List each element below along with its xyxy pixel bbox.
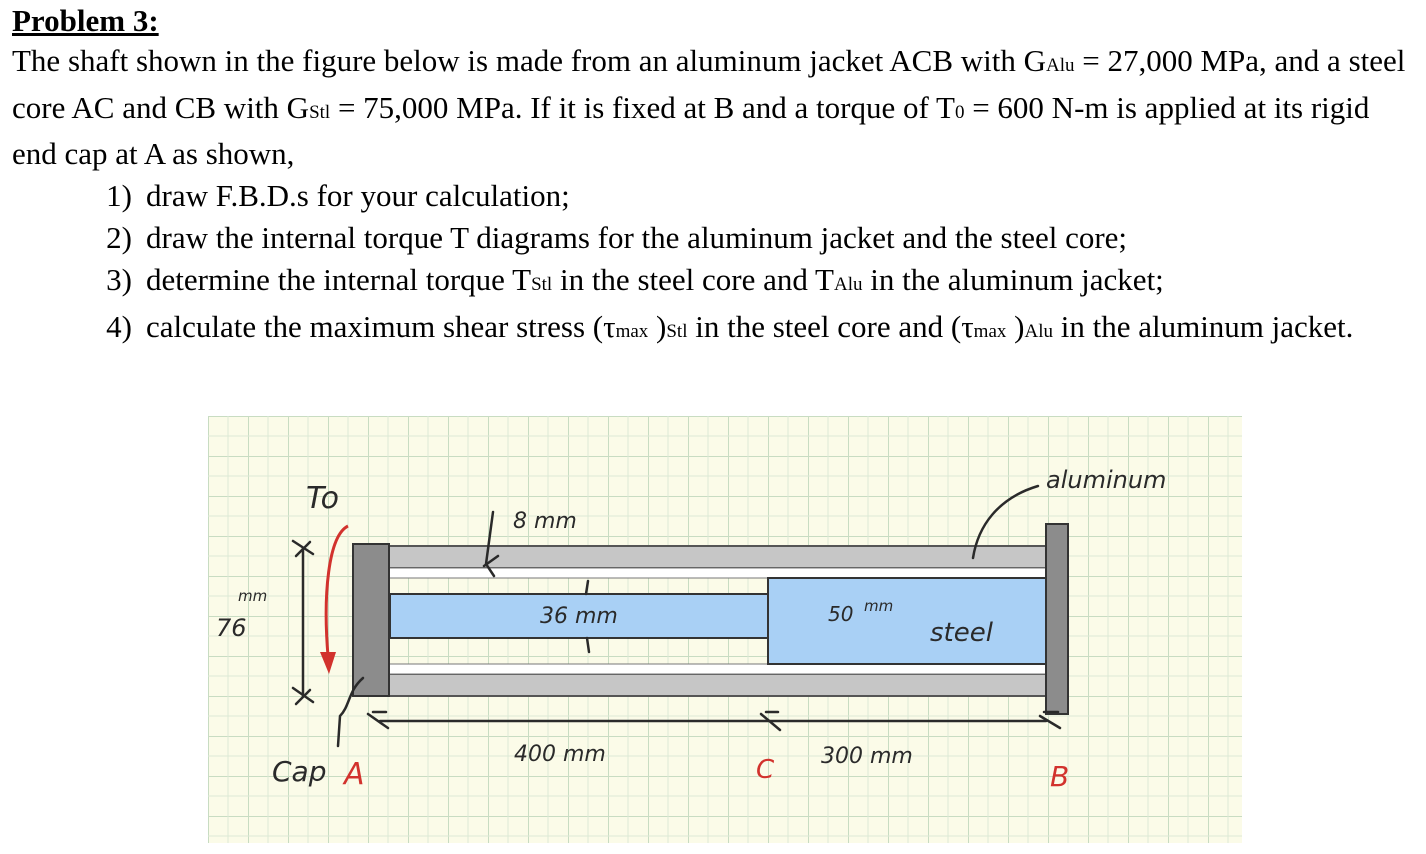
- task-number: 2): [106, 219, 132, 255]
- g-alu-subscript: Alu: [1046, 55, 1075, 76]
- task-number: 4): [106, 308, 132, 344]
- stl-subscript: Stl: [666, 320, 688, 342]
- fixed-support-b: [1046, 524, 1068, 714]
- intro-part-2: = 27,000 MPa, and a steel core AC and CB with G: [12, 43, 1406, 125]
- task-item: [12, 217, 1417, 259]
- task-list: [12, 175, 1417, 353]
- label-outer-diameter-unit: mm: [238, 587, 268, 605]
- task-3-part-a: determine the internal torque T: [146, 261, 532, 297]
- problem-heading: Problem 3:: [12, 3, 159, 38]
- max-subscript: max: [973, 320, 1007, 342]
- label-steel: steel: [930, 618, 993, 648]
- task-text: [146, 259, 1417, 306]
- max-subscript: max: [615, 320, 649, 342]
- intro-part-3: = 75,000 MPa. If it is fixed at B and a torque of T: [330, 89, 955, 125]
- label-core-cb-unit: mm: [864, 597, 894, 615]
- task-3-part-c: in the aluminum jacket;: [862, 261, 1164, 297]
- label-point-a: A: [344, 757, 365, 792]
- label-length-cb: 300 mm: [821, 744, 913, 769]
- shaft-drawing: [208, 416, 1242, 843]
- jacket-gap-bottom: [388, 664, 1050, 674]
- label-point-c: C: [756, 755, 775, 785]
- label-length-ac: 400 mm: [514, 742, 606, 767]
- task-4-part-a: calculate the maximum shear stress (: [146, 308, 604, 344]
- shaft-figure: [208, 416, 1242, 843]
- steel-core-cb: [768, 578, 1050, 664]
- alu-subscript: Alu: [1024, 320, 1053, 342]
- task-text: [146, 306, 1417, 353]
- task-number: 1): [106, 177, 132, 213]
- label-jacket-thickness: 8 mm: [513, 509, 577, 534]
- intro-part-1: The shaft shown in the figure below is made from an aluminum jacket ACB with G: [12, 43, 1046, 78]
- task-3-part-b: in the steel core and T: [552, 261, 834, 297]
- task-text: draw F.B.D.s for your calculation;: [146, 177, 570, 213]
- task-4-part-e: in the aluminum jacket.: [1052, 308, 1354, 344]
- intro-part-4: = 600 N-m is applied at its rigid end cap at A as shown,: [12, 89, 1370, 171]
- label-aluminum: aluminum: [1046, 466, 1167, 494]
- label-point-b: B: [1050, 760, 1070, 793]
- jacket-bottom-wall: [388, 674, 1050, 696]
- label-torque: To: [306, 481, 339, 516]
- task-item: [12, 259, 1417, 306]
- task-item: [12, 306, 1417, 353]
- tau-symbol: τ: [603, 308, 616, 344]
- task-text: draw the internal torque T diagrams for the aluminum jacket and the steel core;: [146, 219, 1128, 255]
- alu-subscript: Alu: [833, 273, 863, 295]
- task-item: [12, 175, 1417, 217]
- jacket-gap-top: [388, 568, 1050, 578]
- problem-intro: [12, 40, 1417, 175]
- label-core-ac-diameter: 36 mm: [540, 604, 618, 629]
- label-outer-diameter: 76: [216, 614, 247, 642]
- task-4-part-d: ): [1006, 308, 1025, 344]
- stl-subscript: Stl: [531, 273, 553, 295]
- tau-symbol: τ: [961, 308, 974, 344]
- task-4-part-b: ): [648, 308, 667, 344]
- task-number: 3): [106, 261, 132, 297]
- end-cap-a: [353, 544, 389, 696]
- label-cap: Cap: [272, 755, 327, 788]
- problem-text: [12, 0, 1417, 353]
- g-stl-subscript: Stl: [309, 101, 331, 123]
- label-core-cb-diameter: 50: [828, 602, 854, 626]
- t0-subscript: 0: [954, 101, 965, 123]
- task-4-part-c: in the steel core and (: [687, 308, 962, 344]
